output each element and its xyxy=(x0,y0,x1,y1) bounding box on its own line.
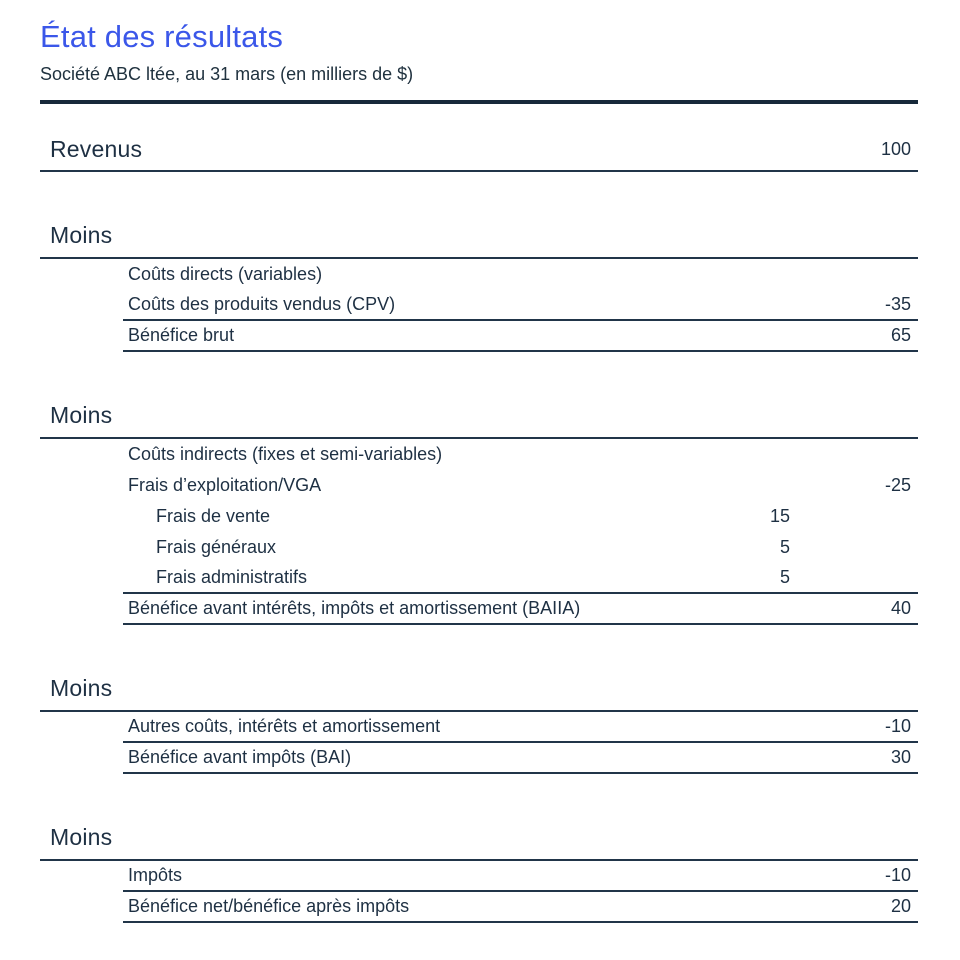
page-title: État des résultats xyxy=(40,19,284,54)
revenue-label: Revenus xyxy=(50,136,143,162)
row-label: Coûts directs (variables) xyxy=(128,264,323,284)
statement-row xyxy=(123,259,918,290)
statement-row xyxy=(123,594,918,625)
row-value: 65 xyxy=(890,325,911,345)
section-body xyxy=(123,259,918,352)
statement-row xyxy=(123,470,918,501)
statement-row xyxy=(123,290,918,321)
row-label: Coûts des produits vendus (CPV) xyxy=(128,294,396,314)
row-mid-value: 5 xyxy=(779,567,790,587)
section-heading: Moins xyxy=(40,402,918,439)
section-heading: Moins xyxy=(40,824,918,861)
row-mid-value: 15 xyxy=(769,506,790,526)
statement-row xyxy=(123,532,918,563)
row-label: Frais administratifs xyxy=(156,567,308,587)
row-label: Frais généraux xyxy=(156,537,277,557)
section-moins-operating xyxy=(40,402,918,625)
revenue-value: 100 xyxy=(880,139,911,159)
section-body xyxy=(123,861,918,923)
row-label: Bénéfice avant impôts (BAI) xyxy=(128,747,352,767)
row-value: 40 xyxy=(890,598,911,618)
section-heading: Moins xyxy=(40,675,918,712)
statement-row xyxy=(123,321,918,352)
row-label: Bénéfice net/bénéfice après impôts xyxy=(128,896,410,916)
row-label: Frais d’exploitation/VGA xyxy=(128,475,322,495)
row-mid-value: 5 xyxy=(779,537,790,557)
row-label: Bénéfice brut xyxy=(128,325,235,345)
section-body xyxy=(123,439,918,625)
row-value: -10 xyxy=(884,865,911,885)
row-value: 20 xyxy=(890,896,911,916)
section-body xyxy=(123,712,918,774)
page-subtitle: Société ABC ltée, au 31 mars (en milliers de $) xyxy=(40,64,414,84)
row-label: Bénéfice avant intérêts, impôts et amortissement (BAIIA) xyxy=(128,598,581,618)
section-heading: Moins xyxy=(40,222,918,259)
row-value: -10 xyxy=(884,716,911,736)
row-value: 30 xyxy=(890,747,911,767)
row-value: -25 xyxy=(884,475,911,495)
row-label: Frais de vente xyxy=(156,506,271,526)
statement-row xyxy=(123,892,918,923)
revenue-row xyxy=(40,135,918,172)
section-moins-taxes xyxy=(40,824,918,923)
statement-row xyxy=(123,861,918,892)
statement-row xyxy=(123,712,918,743)
statement-row xyxy=(123,439,918,470)
row-value: -35 xyxy=(884,294,911,314)
statement-row xyxy=(123,743,918,774)
section-moins-cogs xyxy=(40,222,918,352)
section-moins-other-costs xyxy=(40,675,918,774)
row-label: Autres coûts, intérêts et amortissement xyxy=(128,716,441,736)
statement-row xyxy=(123,501,918,532)
top-divider xyxy=(40,100,918,104)
row-label: Impôts xyxy=(128,865,183,885)
row-label: Coûts indirects (fixes et semi-variables) xyxy=(128,444,443,464)
statement-row xyxy=(123,563,918,594)
